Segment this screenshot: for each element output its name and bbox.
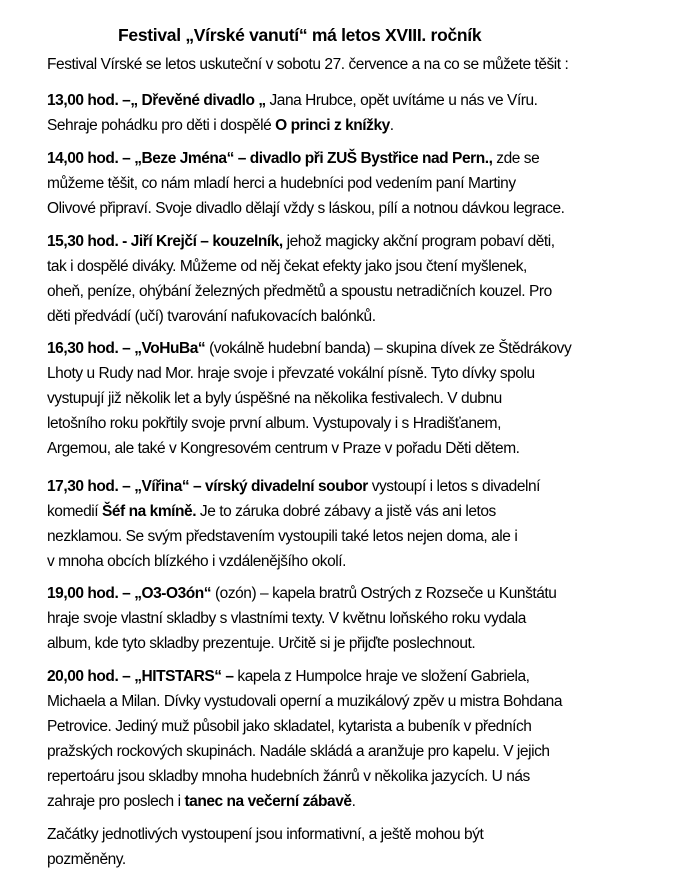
bold-text: 13,00 hod. –„ Dřevěné divadlo „ xyxy=(47,92,266,109)
text: album, kde tyto skladby prezentuje. Určitě si je přijďte poslechnout. xyxy=(47,635,476,652)
program-line xyxy=(47,606,556,631)
program-item xyxy=(47,474,540,574)
program-item xyxy=(47,336,571,461)
text: oheň, peníze, ohýbání železných předmětů a spoustu netradičních kouzel. Pro xyxy=(47,283,552,300)
program-line xyxy=(47,474,540,499)
program-line xyxy=(47,411,571,436)
program-line xyxy=(47,789,562,814)
text: zde se xyxy=(492,150,540,167)
text: pražských rockových skupinách. Nadále skládá a aranžuje pro kapelu. V jejich xyxy=(47,743,550,760)
bold-text: 16,30 hod. – „VoHuBa“ xyxy=(47,340,206,357)
text: Argemou, ale také v Kongresovém centrum v Praze v pořadu Děti dětem. xyxy=(47,440,520,457)
program-item xyxy=(47,581,556,656)
program-line xyxy=(47,664,562,689)
program-line xyxy=(47,714,562,739)
bold-text: O princi z knížky xyxy=(275,117,390,134)
program-line xyxy=(47,88,538,113)
intro-paragraph: Festival Vírské se letos uskuteční v sobotu 27. července a na co se můžete těšit : xyxy=(47,56,569,73)
program-line xyxy=(47,146,565,171)
text: nezklamou. Se svým představením vystoupili také letos nejen doma, ale i xyxy=(47,528,518,545)
document-title: Festival „Vírské vanutí“ má letos XVIII. ročník xyxy=(118,25,482,45)
program-line xyxy=(47,361,571,386)
program-line xyxy=(47,739,562,764)
text: . xyxy=(389,117,394,134)
text: jehož magicky akční program pobaví děti, xyxy=(282,233,555,250)
program-line xyxy=(47,336,571,361)
text: Jana Hrubce, opět uvítáme u nás ve Víru. xyxy=(265,92,538,109)
text: zahraje pro poslech i xyxy=(47,793,185,810)
text: (vokálně hudební banda) – skupina dívek ze Štědrákovy xyxy=(205,340,572,357)
program-item xyxy=(47,146,565,221)
program-line xyxy=(47,524,540,549)
program-item xyxy=(47,229,555,329)
text: tak i dospělé diváky. Můžeme od něj čekat efekty jako jsou čtení myšlenek, xyxy=(47,258,527,275)
program-line xyxy=(47,229,555,254)
bold-text: tanec na večerní zábavě xyxy=(184,793,352,810)
bold-text: 20,00 hod. – „HITSTARS“ – xyxy=(47,668,234,685)
program-line xyxy=(47,549,540,574)
program-line xyxy=(47,499,540,524)
bold-text: 19,00 hod. – „O3-O3ón“ xyxy=(47,585,212,602)
program-line xyxy=(47,196,565,221)
footer-line: pozměněny. xyxy=(47,851,126,868)
program-line xyxy=(47,436,571,461)
text: (ozón) – kapela bratrů Ostrých z Rozseče u Kunštátu xyxy=(211,585,557,602)
text: repertoáru jsou skladby mnoha hudebních žánrů v několika jazycích. U nás xyxy=(47,768,530,785)
footer-line: Začátky jednotlivých vystoupení jsou informativní, a ještě mohou být xyxy=(47,826,484,843)
text: děti předvádí (učí) tvarování nafukovacích balónků. xyxy=(47,308,376,325)
program-item xyxy=(47,88,538,138)
program-line xyxy=(47,689,562,714)
text: Petrovice. Jediný muž působil jako skladatel, kytarista a bubeník v předních xyxy=(47,718,532,735)
text: komedií xyxy=(47,503,102,520)
text: Lhoty u Rudy nad Mor. hraje svoje i převzaté vokální písně. Tyto dívky spolu xyxy=(47,365,535,382)
program-line xyxy=(47,581,556,606)
program-line xyxy=(47,171,565,196)
bold-text: 14,00 hod. – „Beze Jména“ – divadlo při ZUŠ Bystřice nad Pern., xyxy=(47,150,493,167)
bold-text: 17,30 hod. – „Vířina“ – vírský divadelní soubor xyxy=(47,478,368,495)
text: Sehraje pohádku pro děti i dospělé xyxy=(47,117,276,134)
text: Olivové připraví. Svoje divadlo dělají vždy s láskou, pílí a notnou dávkou legrace. xyxy=(47,200,565,217)
program-line xyxy=(47,631,556,656)
program-line xyxy=(47,764,562,789)
text: hraje svoje vlastní skladby s vlastními texty. V květnu loňského roku vydala xyxy=(47,610,526,627)
program-line xyxy=(47,279,555,304)
text: Michaela a Milan. Dívky vystudovali operní a muzikálový zpěv u mistra Bohdana xyxy=(47,693,562,710)
text: kapela z Humpolce hraje ve složení Gabriela, xyxy=(233,668,530,685)
bold-text: Šéf na kmíně. xyxy=(101,503,197,520)
program-line xyxy=(47,304,555,329)
text: . xyxy=(351,793,356,810)
text: v mnoha obcích blízkého i vzdálenějšího okolí. xyxy=(47,553,346,570)
program-line xyxy=(47,113,538,138)
text: Je to záruka dobré zábavy a jistě vás ani letos xyxy=(196,503,496,520)
program-line xyxy=(47,386,571,411)
text: vystoupí i letos s divadelní xyxy=(367,478,541,495)
text: vystupují již několik let a byly úspěšné na několika festivalech. V dubnu xyxy=(47,390,502,407)
program-item xyxy=(47,664,562,814)
text: letošního roku pokřtily svoje první album. Vystupovaly i s Hradišťanem, xyxy=(47,415,501,432)
footer-note xyxy=(47,822,483,872)
text: můžeme těšit, co nám mladí herci a hudebníci pod vedením paní Martiny xyxy=(47,175,516,192)
bold-text: 15,30 hod. - Jiří Krejčí – kouzelník, xyxy=(47,233,283,250)
program-line xyxy=(47,254,555,279)
